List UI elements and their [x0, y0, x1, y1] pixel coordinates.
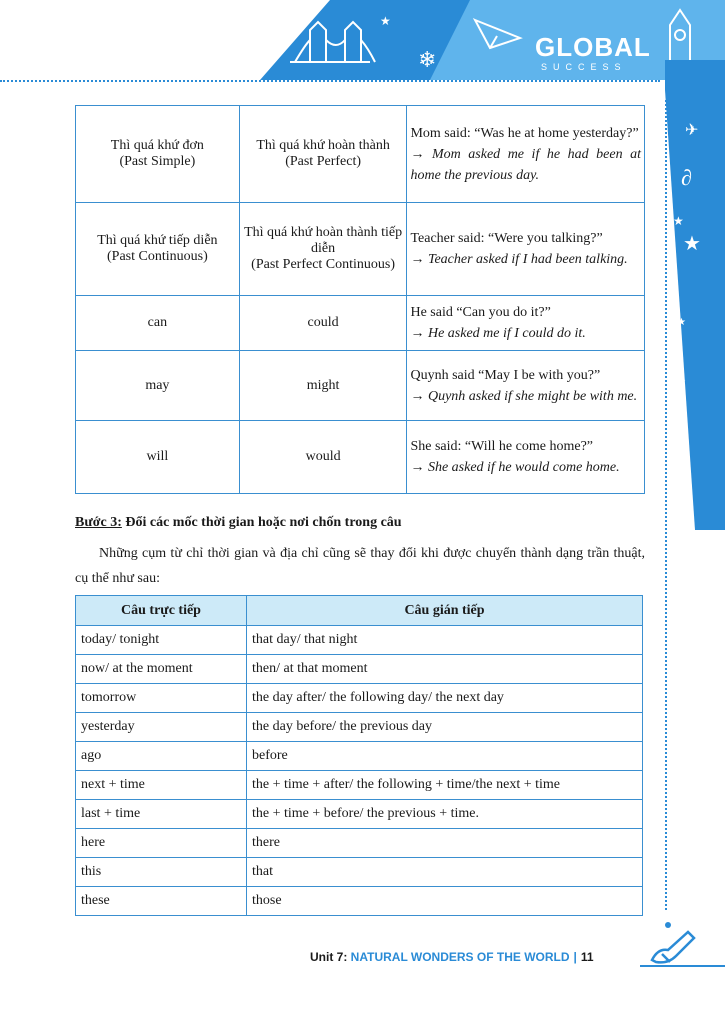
footer-line — [640, 965, 725, 967]
reported-tense: Thì quá khứ hoàn thành — [256, 138, 390, 153]
reported-tense-cell: could — [239, 296, 407, 351]
direct-tense-cell — [76, 106, 240, 203]
logo-text: GLOBAL — [535, 32, 651, 62]
direct-tense: Thì quá khứ tiếp diễn — [97, 233, 218, 248]
direct-tense-en: (Past Continuous) — [107, 249, 208, 264]
direct-cell: next + time — [76, 771, 247, 800]
page-number: 11 — [580, 950, 594, 964]
reported-tense: Thì quá khứ hoàn thành tiếp diễn — [244, 225, 403, 256]
right-dotted-line — [665, 100, 667, 910]
logo-subtext: SUCCESS — [541, 62, 627, 72]
reported-tense-cell — [239, 106, 407, 203]
table-row — [76, 858, 643, 887]
example-direct: Quynh said “May I be with you?” — [410, 367, 601, 383]
table-row — [76, 887, 643, 916]
example-cell — [407, 351, 645, 421]
footer-unit: Unit 7: — [310, 950, 351, 964]
direct-tense-cell — [76, 203, 240, 296]
tense-change-table — [75, 105, 645, 494]
star-icon: ★ — [667, 294, 678, 308]
snowflake-icon: ❄ — [667, 415, 686, 440]
reported-cell: there — [247, 829, 643, 858]
header-dotted-line — [0, 80, 660, 82]
table-row — [76, 626, 643, 655]
reported-tense-cell: might — [239, 351, 407, 421]
star-icon: ★ — [673, 214, 684, 228]
reported-cell: then/ at that moment — [247, 655, 643, 684]
header-reported: Câu gián tiếp — [247, 596, 643, 626]
star-icon: ★ — [683, 233, 701, 255]
pencil-hand-icon — [648, 920, 700, 965]
reported-cell: before — [247, 742, 643, 771]
table-row — [76, 655, 643, 684]
table-row — [76, 742, 643, 771]
step3-label: Bước 3: — [75, 515, 122, 530]
table-row — [76, 771, 643, 800]
example-reported: → Teacher asked if I had been talking. — [410, 252, 628, 267]
reported-tense-cell: would — [239, 421, 407, 494]
reported-cell: those — [247, 887, 643, 916]
hook-icon: ∂ — [681, 165, 692, 190]
example-direct: Mom said: “Was he at home yesterday?” — [410, 125, 639, 141]
table-row — [76, 829, 643, 858]
table-row — [76, 684, 643, 713]
footer-separator: | — [573, 950, 577, 964]
time-place-table — [75, 595, 643, 916]
bird-icon: ✈ — [685, 122, 699, 139]
example-reported: → Quynh asked if she might be with me. — [410, 388, 638, 404]
direct-tense: Thì quá khứ đơn — [110, 138, 204, 153]
reported-cell: the + time + before/ the previous + time. — [247, 800, 643, 829]
direct-cell: last + time — [76, 800, 247, 829]
step3-heading — [75, 515, 402, 531]
table-row — [76, 296, 645, 351]
table-header-row — [76, 596, 643, 626]
table-row — [76, 106, 645, 203]
example-cell — [407, 106, 645, 203]
direct-tense-cell: may — [76, 351, 240, 421]
footer-title: NATURAL WONDERS OF THE WORLD — [350, 950, 570, 964]
header-direct: Câu trực tiếp — [76, 596, 247, 626]
direct-cell: yesterday — [76, 713, 247, 742]
example-direct: He said “Can you do it?” — [410, 305, 551, 320]
direct-tense-en: (Past Simple) — [119, 154, 196, 169]
direct-tense-cell: will — [76, 421, 240, 494]
direct-cell: here — [76, 829, 247, 858]
reported-cell: the day before/ the previous day — [247, 713, 643, 742]
example-direct: Teacher said: “Were you talking?” — [410, 231, 603, 246]
example-direct: She said: “Will he come home?” — [410, 439, 593, 454]
reported-tense-en: (Past Perfect) — [285, 154, 361, 169]
direct-cell: ago — [76, 742, 247, 771]
example-cell — [407, 296, 645, 351]
reported-cell: that day/ that night — [247, 626, 643, 655]
table-row — [76, 421, 645, 494]
step3-title: Đổi các mốc thời gian hoặc nơi chốn trong câu — [121, 515, 402, 530]
star-icon: ★ — [667, 370, 687, 395]
star-icon: ★ — [677, 317, 686, 328]
global-success-logo — [535, 32, 655, 77]
snowflake-icon: ❄ — [418, 47, 437, 72]
star-icon: ★ — [380, 14, 391, 28]
table-row — [76, 713, 643, 742]
direct-cell: today/ tonight — [76, 626, 247, 655]
page-footer — [310, 950, 594, 964]
direct-cell: this — [76, 858, 247, 887]
table-row — [76, 351, 645, 421]
direct-cell: now/ at the moment — [76, 655, 247, 684]
step3-paragraph: Những cụm từ chỉ thời gian và địa chỉ cũng sẽ thay đổi khi được chuyển thành dạng trần thuật, cụ thể như sau: — [75, 546, 645, 586]
reported-tense-en: (Past Perfect Continuous) — [251, 257, 396, 272]
star-icon: ★ — [673, 359, 684, 373]
example-reported: → Mom asked me if he had been at home the previous day. — [410, 146, 641, 183]
example-cell — [407, 203, 645, 296]
reported-cell: the day after/ the following day/ the next day — [247, 684, 643, 713]
table-row — [76, 800, 643, 829]
reported-tense-cell — [239, 203, 407, 296]
example-reported: → He asked me if I could do it. — [410, 326, 586, 341]
direct-tense-cell: can — [76, 296, 240, 351]
reported-cell: the + time + after/ the following + time/the next + time — [247, 771, 643, 800]
table-row — [76, 203, 645, 296]
example-reported: → She asked if he would come home. — [410, 460, 620, 475]
direct-cell: tomorrow — [76, 684, 247, 713]
reported-cell: that — [247, 858, 643, 887]
example-cell — [407, 421, 645, 494]
direct-cell: these — [76, 887, 247, 916]
